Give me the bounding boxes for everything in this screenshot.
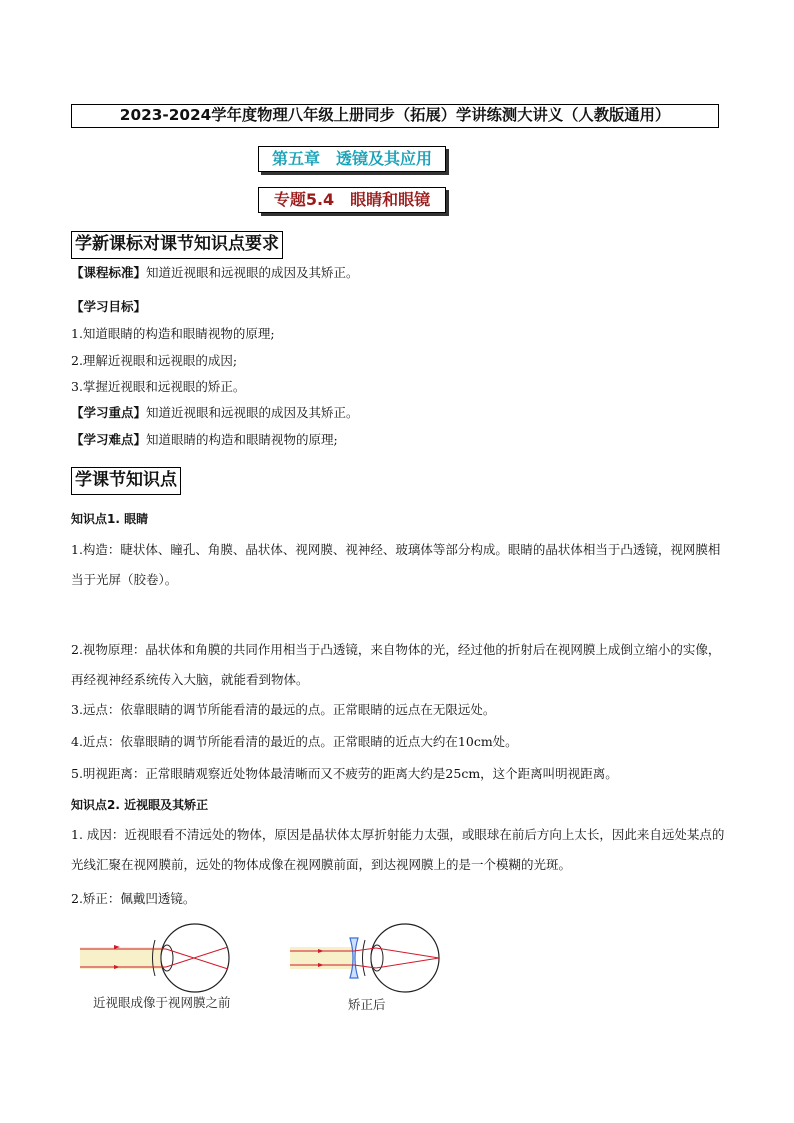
myopia-eye-diagram [80,922,240,994]
light-beam [290,947,354,969]
key-text: 知道近视眼和远视眼的成因及其矫正。 [146,405,359,420]
kp1-item-5: 5.明视距离：正常眼睛观察近处物体最清晰而又不疲劳的距离大约是25cm，这个距离叫明视距离。 [71,766,618,781]
goal-item-3: 3.掌握近视眼和远视眼的矫正。 [71,379,246,394]
topic-title: 专题5.4 眼睛和眼镜 [258,187,446,213]
corrected-eye-diagram [290,922,450,994]
goals-label: 【学习目标】 [71,299,147,314]
key-label: 【学习重点】 [71,405,147,420]
kp1-item-3: 3.远点：依靠眼睛的调节所能看清的最远的点。正常眼睛的远点在无限远处。 [71,702,496,717]
knowledge-point-1-title: 知识点1. 眼睛 [71,512,149,526]
chapter-title: 第五章 透镜及其应用 [258,146,446,172]
kp1-item-4: 4.近点：依靠眼睛的调节所能看清的最近的点。正常眼睛的近点大约在10cm处。 [71,734,518,749]
curriculum-label: 【课程标准】 [71,265,147,280]
myopia-caption: 近视眼成像于视网膜之前 [93,996,231,1010]
kp1-item-2: 2.视物原理：晶状体和角膜的共同作用相当于凸透镜，来自物体的光，经过他的折射后在视网膜上成倒立缩小的实像，再经视神经系统传入大脑，就能看到物体。 [71,642,721,687]
cornea [363,940,366,976]
curriculum-text: 知道近视眼和远视眼的成因及其矫正。 [146,265,359,280]
kp2-item-1: 1. 成因：近视眼看不清远处的物体，原因是晶状体太厚折射能力太强，或眼球在前后方向上太长，因此来自远处某点的光线汇聚在视网膜前，远处的物体成像在视网膜前面，到达视网膜上的是一个模糊的光斑。 [71,827,725,872]
goal-item-2: 2.理解近视眼和远视眼的成因; [71,353,238,368]
difficulty-text: 知道眼睛的构造和眼睛视物的原理; [146,432,338,447]
light-beam [80,947,164,969]
corrected-caption: 矫正后 [348,998,386,1012]
curriculum-standard [71,265,359,281]
kp1-item-1: 1.构造：睫状体、瞳孔、角膜、晶状体、视网膜、视神经、玻璃体等部分构成。眼睛的晶状体相当于凸透镜，视网膜相当于光屏（胶卷）。 [71,542,721,587]
section-heading-knowledge: 学课节知识点 [71,467,181,495]
goal-item-1: 1.知道眼睛的构造和眼睛视物的原理; [71,326,275,341]
difficulty-point [71,432,338,448]
knowledge-point-2-title: 知识点2. 近视眼及其矫正 [71,798,209,812]
key-point [71,405,359,421]
kp2-item-2: 2.矫正：佩戴凹透镜。 [71,891,196,906]
document-title: 2023-2024学年度物理八年级上册同步（拓展）学讲练测大讲义（人教版通用） [71,104,719,128]
difficulty-label: 【学习难点】 [71,432,147,447]
section-heading-requirements: 学新课标对课节知识点要求 [71,231,283,259]
